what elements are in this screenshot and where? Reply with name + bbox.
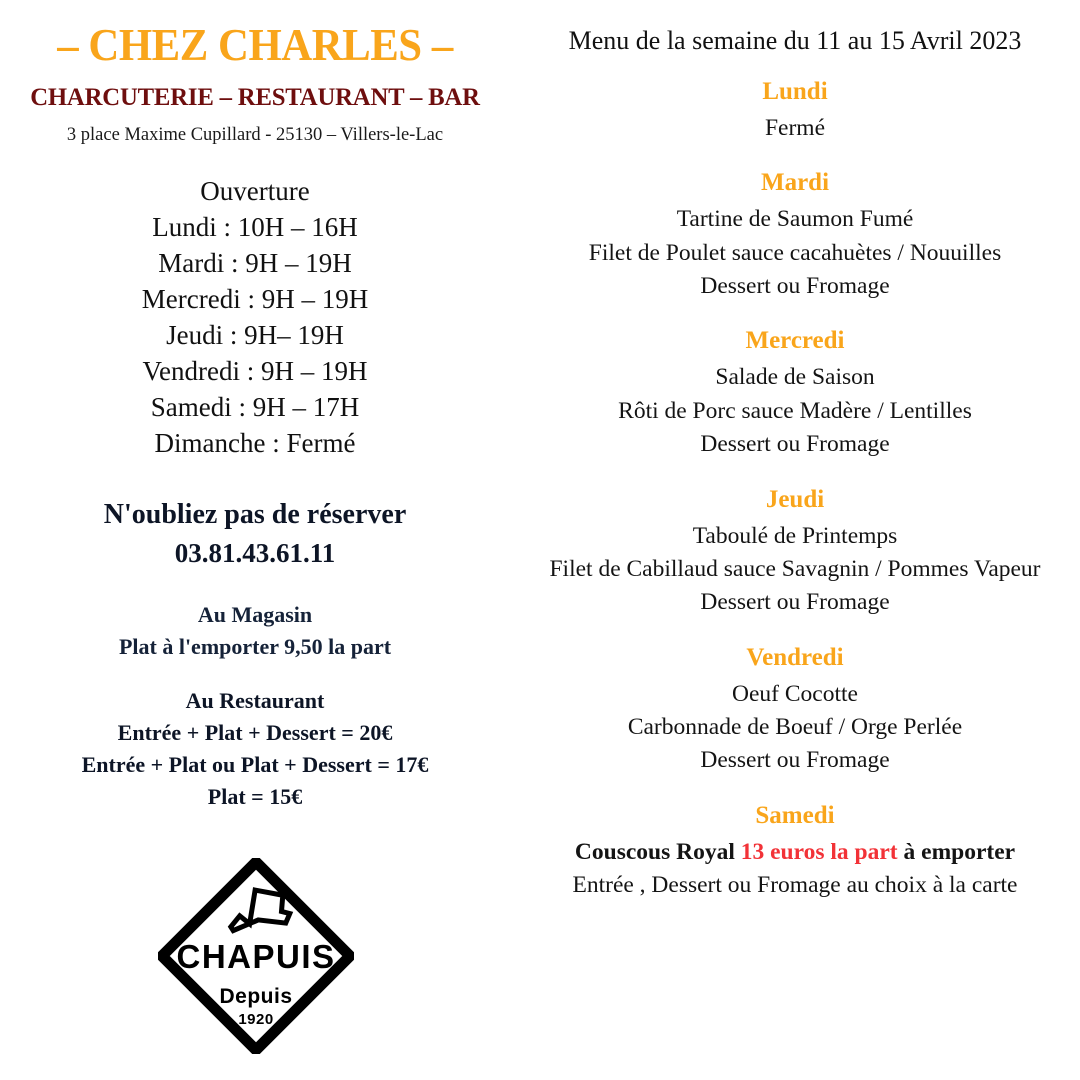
restaurant-tagline: CHARCUTERIE – RESTAURANT – BAR <box>30 82 480 111</box>
restaurant-price-row: Plat = 15€ <box>207 784 303 809</box>
reservation-section <box>0 499 510 569</box>
restaurant-address: 3 place Maxime Cupillard - 25130 – Villers-le-Lac <box>66 125 444 145</box>
opening-hours-row: Lundi : 10H – 16H <box>152 212 358 242</box>
special-prefix: Couscous Royal <box>574 838 741 865</box>
menu-day-lundi <box>510 78 1080 145</box>
chapuis-logo-svg <box>158 858 354 1054</box>
special-suffix: à emporter <box>897 838 1016 865</box>
opening-hours-row: Mercredi : 9H – 19H <box>141 284 369 314</box>
shop-pricing-section <box>0 602 510 660</box>
shop-takeaway-price: Plat à l'emporter 9,50 la part <box>118 634 392 659</box>
opening-hours-title: Ouverture <box>200 176 310 206</box>
menu-day-jeudi <box>510 486 1080 620</box>
chapuis-logo <box>158 858 354 1054</box>
day-dish: Carbonnade de Boeuf / Orge Perlée <box>627 713 963 740</box>
day-heading: Mercredi <box>745 327 845 355</box>
day-dish: Entrée , Dessert ou Fromage au choix à la carte <box>572 872 1018 899</box>
day-special-dish <box>510 836 1080 869</box>
day-dish: Rôti de Porc sauce Madère / Lentilles <box>618 397 972 424</box>
menu-week-header: Menu de la semaine du 11 au 15 Avril 2023 <box>568 26 1022 55</box>
logo-since-label: Depuis <box>219 985 293 1008</box>
day-heading: Lundi <box>762 78 828 105</box>
special-price-highlight: 13 euros la part <box>740 838 898 865</box>
menu-day-vendredi <box>510 644 1080 778</box>
menu-day-samedi <box>510 802 1080 903</box>
weekly-menu-column <box>510 0 1080 1080</box>
reservation-prompt: N'oubliez pas de réserver <box>103 499 407 530</box>
day-heading: Jeudi <box>765 485 825 513</box>
day-dish: Dessert ou Fromage <box>700 273 890 300</box>
menu-day-mercredi <box>510 327 1080 461</box>
day-heading: Samedi <box>755 801 835 829</box>
day-dish: Oeuf Cocotte <box>732 680 858 707</box>
phone-number[interactable]: 03.81.43.61.11 <box>174 538 336 568</box>
day-dish: Dessert ou Fromage <box>700 589 890 616</box>
restaurant-heading: Au Restaurant <box>185 688 325 713</box>
info-column <box>0 0 510 1080</box>
opening-hours-row: Vendredi : 9H – 19H <box>142 356 368 386</box>
day-dish: Dessert ou Fromage <box>700 747 890 774</box>
day-dish: Fermé <box>764 115 826 141</box>
day-dish: Salade de Saison <box>715 364 875 391</box>
opening-hours-row: Mardi : 9H – 19H <box>158 248 352 278</box>
day-dish: Filet de Poulet sauce cacahuètes / Nouuilles <box>588 239 1002 266</box>
opening-hours-row: Jeudi : 9H– 19H <box>166 320 344 350</box>
day-heading: Mardi <box>760 169 830 197</box>
restaurant-price-row: Entrée + Plat + Dessert = 20€ <box>117 720 393 745</box>
menu-day-mardi <box>510 169 1080 303</box>
opening-hours-row: Samedi : 9H – 17H <box>150 392 360 422</box>
day-heading: Vendredi <box>746 643 844 671</box>
day-dish: Tartine de Saumon Fumé <box>676 206 914 233</box>
opening-hours-section <box>0 178 510 457</box>
shop-heading: Au Magasin <box>197 602 313 627</box>
restaurant-name: – CHEZ CHARLES – <box>57 19 453 70</box>
day-dish: Filet de Cabillaud sauce Savagnin / Pommes Vapeur <box>549 555 1041 582</box>
opening-hours-row: Dimanche : Fermé <box>154 428 356 458</box>
logo-brand-name: CHAPUIS <box>176 938 336 975</box>
day-dish: Dessert ou Fromage <box>700 431 890 458</box>
house-icon <box>227 887 291 931</box>
logo-since-year: 1920 <box>238 1011 274 1028</box>
restaurant-price-row: Entrée + Plat ou Plat + Dessert = 17€ <box>81 752 429 777</box>
restaurant-pricing-section <box>0 688 510 810</box>
day-dish: Taboulé de Printemps <box>692 522 898 549</box>
